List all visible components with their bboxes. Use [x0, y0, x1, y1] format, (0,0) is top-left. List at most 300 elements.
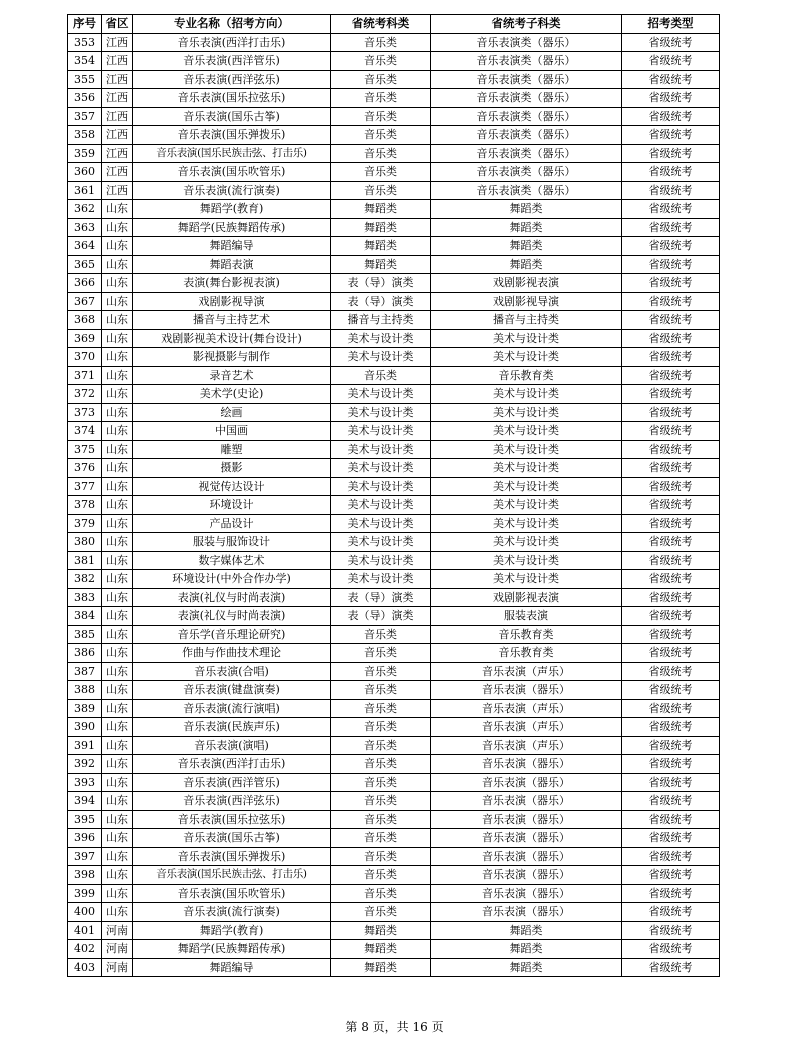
cell-admission-type: 省级统考: [622, 755, 720, 774]
cell-major-name: 表演(舞台影视表演): [133, 274, 331, 293]
cell-exam-category: 舞蹈类: [331, 921, 431, 940]
table-row: [68, 755, 720, 774]
cell-major-name: 音乐表演(国乐民族击弦、打击乐): [133, 866, 331, 885]
cell-admission-type: 省级统考: [622, 385, 720, 404]
table-row: [68, 866, 720, 885]
table-row: [68, 163, 720, 182]
cell-province: 山东: [102, 829, 133, 848]
cell-exam-subcategory: 美术与设计类: [431, 570, 622, 589]
cell-exam-subcategory: 美术与设计类: [431, 385, 622, 404]
cell-index: 383: [68, 588, 102, 607]
cell-major-name: 戏剧影视导演: [133, 292, 331, 311]
cell-province: 山东: [102, 274, 133, 293]
table-row: [68, 496, 720, 515]
cell-province: 江西: [102, 144, 133, 163]
cell-exam-subcategory: 音乐表演（器乐）: [431, 681, 622, 700]
cell-province: 山东: [102, 884, 133, 903]
cell-major-name: 音乐表演(国乐拉弦乐): [133, 89, 331, 108]
cell-index: 385: [68, 625, 102, 644]
cell-exam-category: 美术与设计类: [331, 533, 431, 552]
table-row: [68, 773, 720, 792]
cell-province: 山东: [102, 903, 133, 922]
table-header-row: [68, 15, 720, 34]
cell-major-name: 摄影: [133, 459, 331, 478]
cell-admission-type: 省级统考: [622, 644, 720, 663]
cell-major-name: 音乐表演(国乐弹拨乐): [133, 126, 331, 145]
cell-major-name: 雕塑: [133, 440, 331, 459]
cell-admission-type: 省级统考: [622, 625, 720, 644]
cell-admission-type: 省级统考: [622, 699, 720, 718]
table-row: [68, 107, 720, 126]
cell-admission-type: 省级统考: [622, 218, 720, 237]
cell-admission-type: 省级统考: [622, 459, 720, 478]
cell-province: 山东: [102, 681, 133, 700]
cell-exam-category: 音乐类: [331, 736, 431, 755]
cell-index: 394: [68, 792, 102, 811]
table-body: [68, 33, 720, 977]
cell-exam-category: 音乐类: [331, 718, 431, 737]
cell-province: 山东: [102, 810, 133, 829]
cell-index: 362: [68, 200, 102, 219]
cell-index: 388: [68, 681, 102, 700]
cell-index: 390: [68, 718, 102, 737]
cell-major-name: 视觉传达设计: [133, 477, 331, 496]
cell-major-name: 录音艺术: [133, 366, 331, 385]
cell-province: 山东: [102, 385, 133, 404]
cell-index: 354: [68, 52, 102, 71]
table-row: [68, 422, 720, 441]
cell-major-name: 音乐表演(西洋打击乐): [133, 33, 331, 52]
cell-index: 374: [68, 422, 102, 441]
cell-exam-subcategory: 舞蹈类: [431, 255, 622, 274]
cell-major-name: 音乐表演(西洋管乐): [133, 773, 331, 792]
table-row: [68, 274, 720, 293]
table-row: [68, 440, 720, 459]
cell-index: 386: [68, 644, 102, 663]
cell-province: 山东: [102, 459, 133, 478]
table-row: [68, 681, 720, 700]
cell-province: 山东: [102, 366, 133, 385]
cell-index: 366: [68, 274, 102, 293]
cell-admission-type: 省级统考: [622, 52, 720, 71]
table-row: [68, 403, 720, 422]
cell-province: 江西: [102, 70, 133, 89]
cell-index: 402: [68, 940, 102, 959]
cell-exam-subcategory: 音乐表演（器乐）: [431, 810, 622, 829]
cell-major-name: 舞蹈学(教育): [133, 200, 331, 219]
cell-index: 364: [68, 237, 102, 256]
cell-index: 357: [68, 107, 102, 126]
cell-index: 371: [68, 366, 102, 385]
cell-province: 山东: [102, 329, 133, 348]
cell-exam-category: 音乐类: [331, 681, 431, 700]
cell-province: 河南: [102, 940, 133, 959]
cell-admission-type: 省级统考: [622, 940, 720, 959]
cell-province: 山东: [102, 533, 133, 552]
cell-exam-category: 表（导）演类: [331, 274, 431, 293]
cell-admission-type: 省级统考: [622, 403, 720, 422]
cell-province: 山东: [102, 477, 133, 496]
cell-major-name: 表演(礼仪与时尚表演): [133, 607, 331, 626]
header-exam-category: 省统考科类: [331, 15, 431, 34]
cell-exam-subcategory: 音乐表演（器乐）: [431, 792, 622, 811]
table-row: [68, 89, 720, 108]
cell-index: 393: [68, 773, 102, 792]
table-row: [68, 810, 720, 829]
cell-index: 396: [68, 829, 102, 848]
table-row: [68, 329, 720, 348]
cell-major-name: 音乐表演(西洋打击乐): [133, 755, 331, 774]
cell-major-name: 绘画: [133, 403, 331, 422]
cell-index: 377: [68, 477, 102, 496]
cell-exam-category: 音乐类: [331, 366, 431, 385]
cell-major-name: 环境设计: [133, 496, 331, 515]
cell-exam-category: 美术与设计类: [331, 514, 431, 533]
table-row: [68, 477, 720, 496]
table-row: [68, 921, 720, 940]
table-row: [68, 459, 720, 478]
cell-province: 江西: [102, 33, 133, 52]
cell-exam-category: 音乐类: [331, 126, 431, 145]
cell-index: 367: [68, 292, 102, 311]
header-index: 序号: [68, 15, 102, 34]
cell-exam-category: 音乐类: [331, 773, 431, 792]
cell-province: 山东: [102, 200, 133, 219]
cell-province: 山东: [102, 625, 133, 644]
cell-province: 山东: [102, 755, 133, 774]
cell-major-name: 音乐表演(国乐弹拨乐): [133, 847, 331, 866]
cell-admission-type: 省级统考: [622, 718, 720, 737]
cell-major-name: 舞蹈编导: [133, 958, 331, 977]
table-row: [68, 70, 720, 89]
cell-province: 山东: [102, 403, 133, 422]
cell-exam-subcategory: 舞蹈类: [431, 940, 622, 959]
cell-exam-category: 舞蹈类: [331, 218, 431, 237]
cell-admission-type: 省级统考: [622, 810, 720, 829]
cell-index: 375: [68, 440, 102, 459]
cell-province: 江西: [102, 52, 133, 71]
cell-province: 山东: [102, 292, 133, 311]
cell-exam-category: 舞蹈类: [331, 255, 431, 274]
cell-province: 山东: [102, 237, 133, 256]
cell-major-name: 环境设计(中外合作办学): [133, 570, 331, 589]
cell-exam-category: 表（导）演类: [331, 607, 431, 626]
cell-exam-category: 舞蹈类: [331, 237, 431, 256]
cell-admission-type: 省级统考: [622, 237, 720, 256]
cell-admission-type: 省级统考: [622, 588, 720, 607]
cell-province: 山东: [102, 588, 133, 607]
cell-province: 山东: [102, 255, 133, 274]
cell-exam-category: 音乐类: [331, 144, 431, 163]
table-row: [68, 237, 720, 256]
cell-exam-category: 音乐类: [331, 755, 431, 774]
cell-major-name: 戏剧影视美术设计(舞台设计): [133, 329, 331, 348]
cell-province: 山东: [102, 311, 133, 330]
table-row: [68, 644, 720, 663]
table-row: [68, 33, 720, 52]
cell-exam-category: 表（导）演类: [331, 292, 431, 311]
cell-exam-subcategory: 音乐教育类: [431, 644, 622, 663]
cell-exam-category: 音乐类: [331, 866, 431, 885]
cell-index: 369: [68, 329, 102, 348]
table-row: [68, 366, 720, 385]
table-row: [68, 662, 720, 681]
cell-major-name: 音乐学(音乐理论研究): [133, 625, 331, 644]
cell-exam-subcategory: 音乐表演类（器乐）: [431, 144, 622, 163]
table-row: [68, 625, 720, 644]
cell-major-name: 中国画: [133, 422, 331, 441]
header-exam-subcategory: 省统考子科类: [431, 15, 622, 34]
cell-exam-category: 音乐类: [331, 89, 431, 108]
cell-exam-subcategory: 美术与设计类: [431, 551, 622, 570]
cell-exam-subcategory: 服装表演: [431, 607, 622, 626]
cell-admission-type: 省级统考: [622, 884, 720, 903]
cell-exam-subcategory: 美术与设计类: [431, 403, 622, 422]
cell-admission-type: 省级统考: [622, 422, 720, 441]
cell-exam-category: 音乐类: [331, 33, 431, 52]
cell-exam-category: 美术与设计类: [331, 570, 431, 589]
cell-province: 山东: [102, 514, 133, 533]
cell-exam-subcategory: 音乐表演类（器乐）: [431, 70, 622, 89]
cell-admission-type: 省级统考: [622, 200, 720, 219]
cell-admission-type: 省级统考: [622, 903, 720, 922]
cell-exam-subcategory: 音乐教育类: [431, 366, 622, 385]
table-row: [68, 940, 720, 959]
cell-index: 370: [68, 348, 102, 367]
cell-index: 376: [68, 459, 102, 478]
cell-admission-type: 省级统考: [622, 662, 720, 681]
cell-exam-category: 舞蹈类: [331, 200, 431, 219]
cell-exam-subcategory: 美术与设计类: [431, 422, 622, 441]
cell-index: 378: [68, 496, 102, 515]
table-row: [68, 200, 720, 219]
table-row: [68, 52, 720, 71]
cell-province: 山东: [102, 847, 133, 866]
table-row: [68, 699, 720, 718]
cell-admission-type: 省级统考: [622, 570, 720, 589]
cell-exam-category: 音乐类: [331, 792, 431, 811]
table-row: [68, 292, 720, 311]
cell-index: 382: [68, 570, 102, 589]
cell-province: 山东: [102, 218, 133, 237]
table-row: [68, 126, 720, 145]
cell-exam-category: 音乐类: [331, 810, 431, 829]
cell-admission-type: 省级统考: [622, 921, 720, 940]
cell-province: 江西: [102, 163, 133, 182]
cell-exam-category: 美术与设计类: [331, 422, 431, 441]
table-row: [68, 903, 720, 922]
cell-major-name: 音乐表演(民族声乐): [133, 718, 331, 737]
cell-major-name: 播音与主持艺术: [133, 311, 331, 330]
cell-exam-category: 美术与设计类: [331, 477, 431, 496]
cell-major-name: 音乐表演(国乐拉弦乐): [133, 810, 331, 829]
cell-major-name: 表演(礼仪与时尚表演): [133, 588, 331, 607]
cell-province: 山东: [102, 607, 133, 626]
cell-admission-type: 省级统考: [622, 89, 720, 108]
cell-province: 山东: [102, 866, 133, 885]
table-row: [68, 588, 720, 607]
cell-exam-subcategory: 音乐表演（声乐）: [431, 699, 622, 718]
cell-admission-type: 省级统考: [622, 736, 720, 755]
cell-index: 368: [68, 311, 102, 330]
cell-exam-subcategory: 美术与设计类: [431, 440, 622, 459]
cell-index: 359: [68, 144, 102, 163]
cell-exam-category: 美术与设计类: [331, 551, 431, 570]
cell-admission-type: 省级统考: [622, 551, 720, 570]
cell-index: 403: [68, 958, 102, 977]
cell-province: 山东: [102, 551, 133, 570]
cell-index: 380: [68, 533, 102, 552]
cell-major-name: 音乐表演(国乐吹管乐): [133, 163, 331, 182]
cell-major-name: 服装与服饰设计: [133, 533, 331, 552]
cell-admission-type: 省级统考: [622, 33, 720, 52]
cell-major-name: 音乐表演(国乐吹管乐): [133, 884, 331, 903]
cell-major-name: 音乐表演(国乐古筝): [133, 107, 331, 126]
cell-exam-subcategory: 音乐表演（器乐）: [431, 755, 622, 774]
table-row: [68, 514, 720, 533]
cell-exam-subcategory: 音乐教育类: [431, 625, 622, 644]
cell-exam-subcategory: 戏剧影视表演: [431, 274, 622, 293]
cell-major-name: 舞蹈学(民族舞蹈传承): [133, 218, 331, 237]
cell-province: 山东: [102, 773, 133, 792]
cell-exam-subcategory: 音乐表演类（器乐）: [431, 107, 622, 126]
cell-exam-category: 音乐类: [331, 52, 431, 71]
cell-admission-type: 省级统考: [622, 607, 720, 626]
cell-major-name: 舞蹈学(教育): [133, 921, 331, 940]
cell-index: 373: [68, 403, 102, 422]
cell-major-name: 舞蹈学(民族舞蹈传承): [133, 940, 331, 959]
cell-index: 387: [68, 662, 102, 681]
table-row: [68, 385, 720, 404]
cell-admission-type: 省级统考: [622, 107, 720, 126]
cell-exam-subcategory: 音乐表演类（器乐）: [431, 89, 622, 108]
cell-exam-subcategory: 音乐表演（器乐）: [431, 829, 622, 848]
cell-admission-type: 省级统考: [622, 440, 720, 459]
cell-exam-category: 音乐类: [331, 181, 431, 200]
cell-exam-subcategory: 音乐表演（器乐）: [431, 847, 622, 866]
cell-exam-subcategory: 舞蹈类: [431, 200, 622, 219]
cell-admission-type: 省级统考: [622, 311, 720, 330]
cell-admission-type: 省级统考: [622, 348, 720, 367]
cell-exam-category: 美术与设计类: [331, 403, 431, 422]
cell-index: 401: [68, 921, 102, 940]
cell-exam-subcategory: 音乐表演（器乐）: [431, 884, 622, 903]
cell-exam-subcategory: 美术与设计类: [431, 514, 622, 533]
cell-major-name: 音乐表演(键盘演奏): [133, 681, 331, 700]
table-row: [68, 736, 720, 755]
cell-admission-type: 省级统考: [622, 274, 720, 293]
cell-exam-category: 美术与设计类: [331, 348, 431, 367]
cell-exam-subcategory: 音乐表演（器乐）: [431, 903, 622, 922]
table-row: [68, 570, 720, 589]
cell-exam-category: 舞蹈类: [331, 940, 431, 959]
cell-index: 356: [68, 89, 102, 108]
cell-index: 392: [68, 755, 102, 774]
cell-exam-category: 音乐类: [331, 903, 431, 922]
cell-admission-type: 省级统考: [622, 496, 720, 515]
cell-admission-type: 省级统考: [622, 514, 720, 533]
cell-index: 398: [68, 866, 102, 885]
cell-major-name: 音乐表演(西洋弦乐): [133, 70, 331, 89]
cell-index: 400: [68, 903, 102, 922]
cell-major-name: 舞蹈表演: [133, 255, 331, 274]
cell-major-name: 音乐表演(西洋弦乐): [133, 792, 331, 811]
cell-major-name: 美术学(史论): [133, 385, 331, 404]
table-row: [68, 847, 720, 866]
header-province: 省区: [102, 15, 133, 34]
cell-exam-category: 表（导）演类: [331, 588, 431, 607]
cell-major-name: 影视摄影与制作: [133, 348, 331, 367]
cell-exam-subcategory: 美术与设计类: [431, 496, 622, 515]
cell-province: 山东: [102, 792, 133, 811]
cell-exam-category: 音乐类: [331, 644, 431, 663]
cell-admission-type: 省级统考: [622, 866, 720, 885]
header-major-name: 专业名称（招考方向）: [133, 15, 331, 34]
cell-index: 381: [68, 551, 102, 570]
cell-province: 江西: [102, 181, 133, 200]
cell-index: 358: [68, 126, 102, 145]
table-row: [68, 181, 720, 200]
cell-admission-type: 省级统考: [622, 144, 720, 163]
cell-index: 361: [68, 181, 102, 200]
cell-exam-category: 音乐类: [331, 70, 431, 89]
table-row: [68, 607, 720, 626]
table-row: [68, 533, 720, 552]
page-number: 第 8 页，共 16 页: [345, 1020, 444, 1034]
cell-province: 山东: [102, 736, 133, 755]
table-row: [68, 218, 720, 237]
cell-province: 河南: [102, 921, 133, 940]
cell-admission-type: 省级统考: [622, 847, 720, 866]
cell-exam-subcategory: 戏剧影视导演: [431, 292, 622, 311]
cell-exam-category: 音乐类: [331, 163, 431, 182]
cell-admission-type: 省级统考: [622, 70, 720, 89]
cell-exam-subcategory: 舞蹈类: [431, 958, 622, 977]
cell-index: 379: [68, 514, 102, 533]
cell-province: 山东: [102, 496, 133, 515]
cell-exam-subcategory: 音乐表演类（器乐）: [431, 126, 622, 145]
cell-admission-type: 省级统考: [622, 181, 720, 200]
cell-exam-category: 音乐类: [331, 662, 431, 681]
cell-index: 365: [68, 255, 102, 274]
cell-index: 372: [68, 385, 102, 404]
cell-admission-type: 省级统考: [622, 792, 720, 811]
cell-exam-category: 美术与设计类: [331, 329, 431, 348]
cell-exam-subcategory: 舞蹈类: [431, 237, 622, 256]
cell-province: 江西: [102, 126, 133, 145]
cell-exam-subcategory: 戏剧影视表演: [431, 588, 622, 607]
cell-exam-category: 音乐类: [331, 847, 431, 866]
cell-major-name: 音乐表演(流行演唱): [133, 699, 331, 718]
cell-province: 山东: [102, 348, 133, 367]
cell-exam-subcategory: 音乐表演类（器乐）: [431, 33, 622, 52]
cell-exam-subcategory: 音乐表演类（器乐）: [431, 181, 622, 200]
cell-major-name: 音乐表演(合唱): [133, 662, 331, 681]
cell-exam-subcategory: 美术与设计类: [431, 459, 622, 478]
table-row: [68, 255, 720, 274]
cell-exam-subcategory: 舞蹈类: [431, 921, 622, 940]
header-admission-type: 招考类型: [622, 15, 720, 34]
cell-exam-category: 音乐类: [331, 884, 431, 903]
cell-index: 360: [68, 163, 102, 182]
cell-exam-subcategory: 音乐表演（器乐）: [431, 866, 622, 885]
table-row: [68, 144, 720, 163]
cell-exam-category: 音乐类: [331, 699, 431, 718]
cell-exam-category: 播音与主持类: [331, 311, 431, 330]
cell-index: 397: [68, 847, 102, 866]
cell-index: 353: [68, 33, 102, 52]
cell-exam-category: 音乐类: [331, 107, 431, 126]
